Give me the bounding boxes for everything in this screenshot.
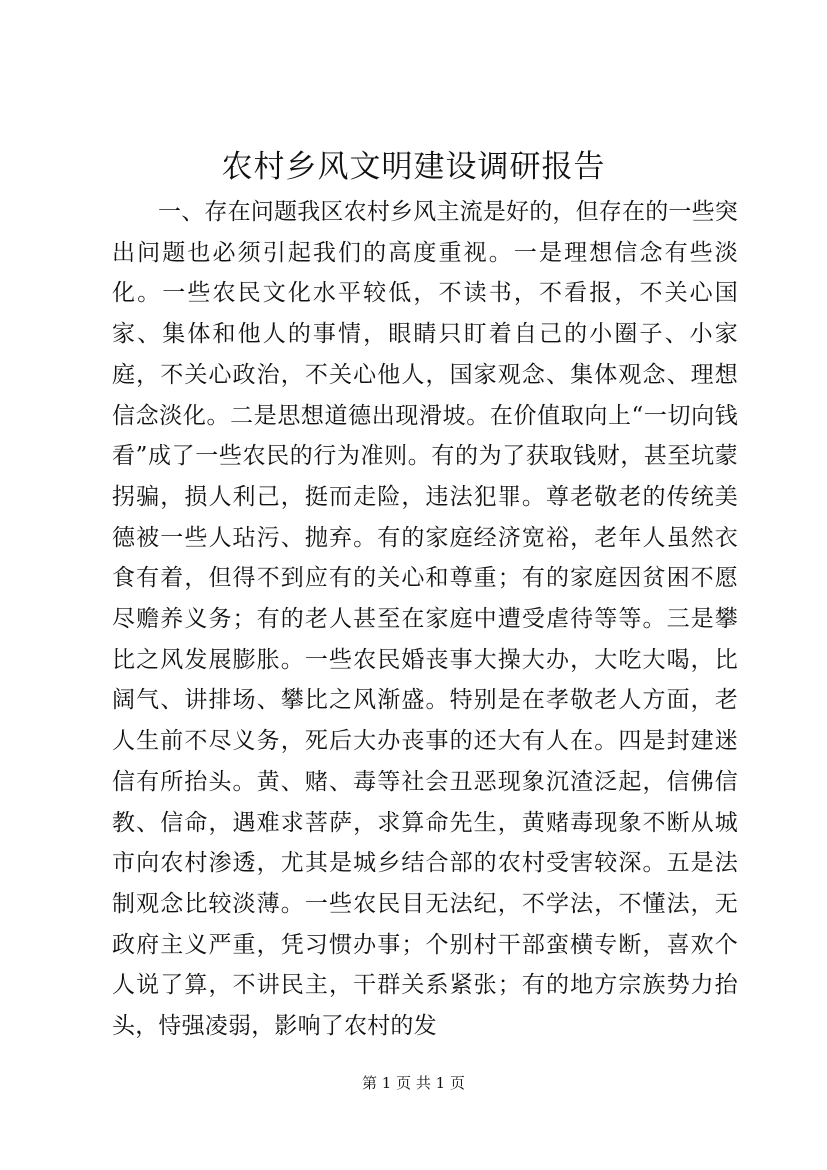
document-title: 农村乡风文明建设调研报告	[221, 149, 606, 185]
page-number-footer: 第 1 页 共 1 页	[362, 1074, 465, 1092]
document-body-paragraph: 一、存在问题我区农村乡风主流是好的，但存在的一些突出问题也必须引起我们的高度重视。一是理想信念有些淡化。一些农民文化水平较低，不读书，不看报，不关心国家、集体和他人的事情，眼睛只盯着自己的小圈子、小家庭，不关心政治，不关心他人，国家观念、集体观念、理想信念淡化。二是思想道德出现滑坡。在价值取向上“一切向钱看”成了一些农民的行为准则。有的为了获取钱财，甚至坑蒙拐骗，损人利己，挺而走险，违法犯罪。尊老敬老的传统美德被一些人玷污、抛弃。有的家庭经济宽裕，老年人虽然衣食有着，但得不到应有的关心和尊重；有的家庭因贫困不愿尽赡养义务；有的老人甚至在家庭中遭受虐待等等。三是攀比之风发展膨胀。一些农民婚丧事大操大办，大吃大喝，比阔气、讲排场、攀比之风渐盛。特别是在孝敬老人方面，老人生前不尽义务，死后大办丧事的还大有人在。四是封建迷信有所抬头。黄、赌、毒等社会丑恶现象沉渣泛起，信佛信教、信命，遇难求菩萨，求算命先生，黄赌毒现象不断从城市向农村渗透，尤其是城乡结合部的农村受害较深。五是法制观念比较淡薄。一些农民目无法纪，不学法，不懂法，无政府主义严重，凭习惯办事；个别村干部蛮横专断，喜欢个人说了算，不讲民主，干群关系紧张；有的地方宗族势力抬头，恃强凌弱，影响了农村的发	[112, 199, 738, 1040]
